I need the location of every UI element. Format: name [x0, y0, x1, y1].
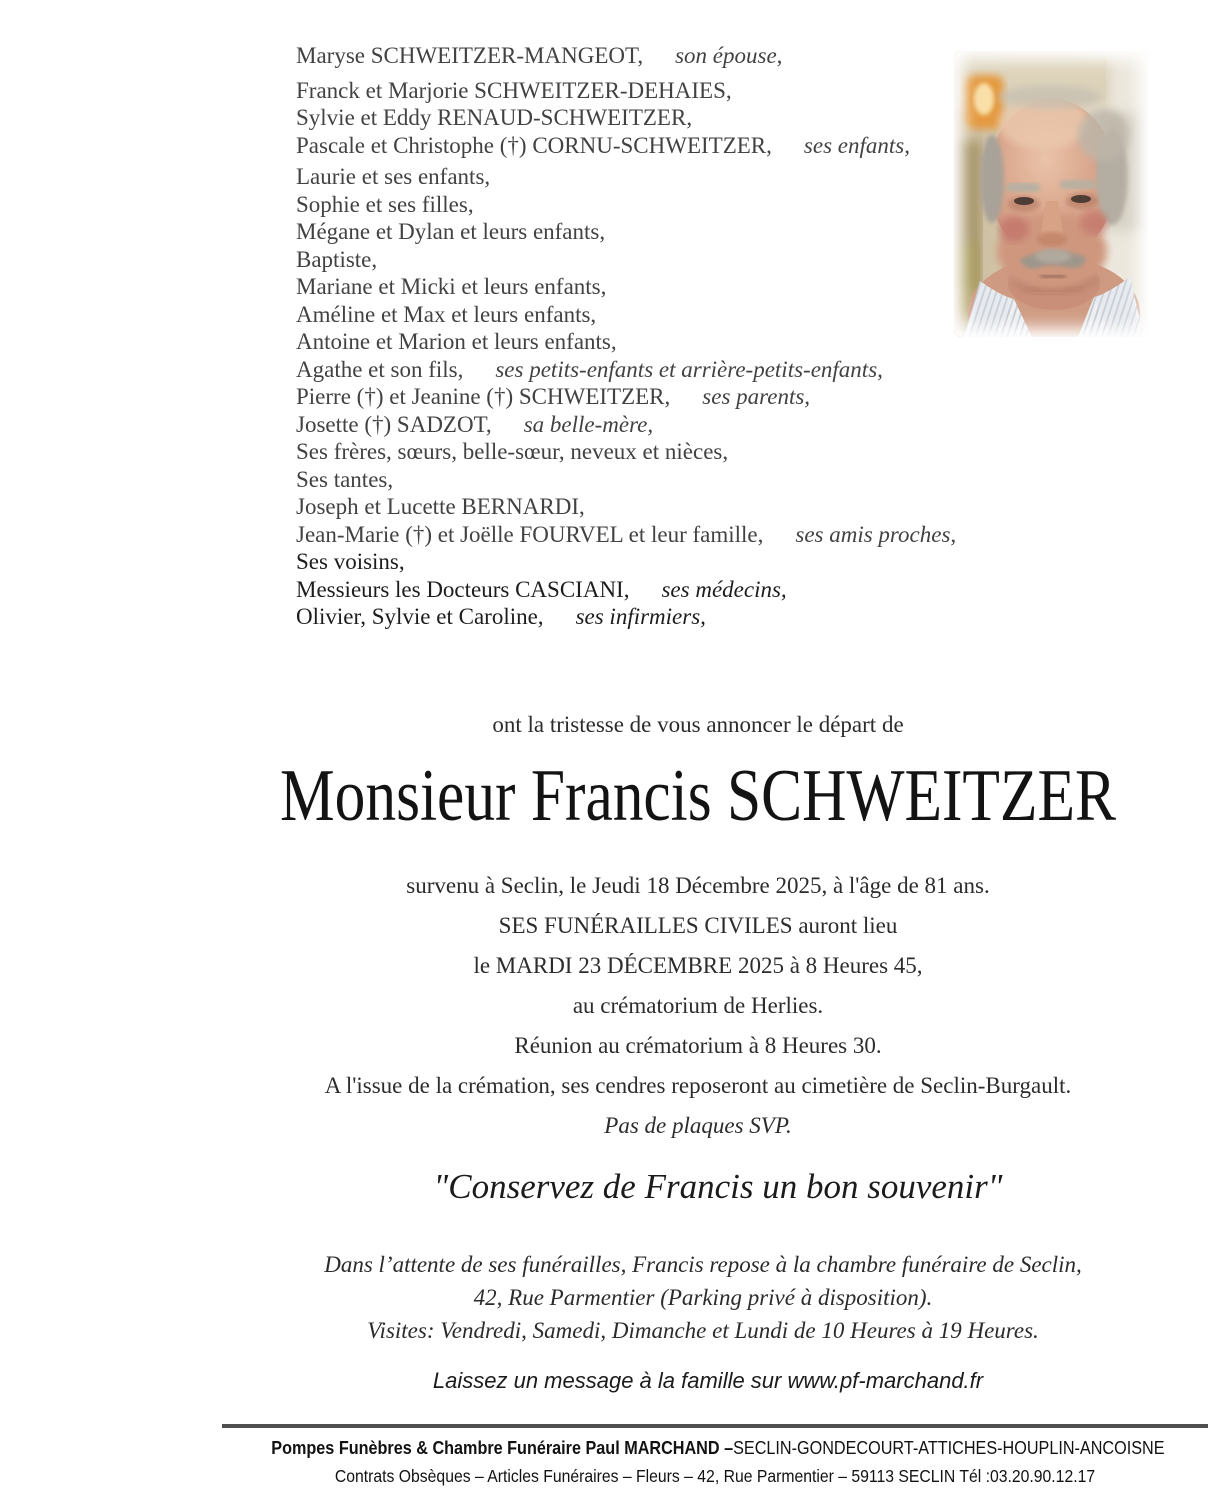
relation-label: ses amis proches, [795, 521, 957, 547]
relation-label: ses parents, [702, 384, 811, 409]
relation-label: son épouse, [675, 43, 783, 68]
family-names: Pascale et Christophe (†) CORNU-SCHWEITZER, [296, 132, 772, 158]
memorial-quote: "Conservez de Francis un bon souvenir" [433, 1167, 1003, 1206]
announcement-section [190, 0, 1206, 1509]
funeral-date-line: le MARDI 23 DÉCEMBRE 2025 à 8 Heures 45, [473, 953, 923, 978]
family-names: Baptiste, [296, 246, 378, 272]
family-names: Améline et Max et leurs enfants, [296, 301, 597, 327]
footer-company-cities: SECLIN-GONDECOURT-ATTICHES-HOUPLIN-ANCOISNE [733, 1438, 1165, 1458]
relation-label: sa belle-mère, [523, 411, 654, 437]
online-message-line: Laissez un message à la famille sur www.pf-marchand.fr [432, 1368, 984, 1393]
relation-label: ses médecins, [661, 576, 787, 602]
announcement-intro: ont la tristesse de vous annoncer le départ de [492, 712, 904, 737]
family-names: Ses frères, sœurs, belle-sœur, neveux et nièces, [296, 439, 729, 464]
funeral-chamber-info [200, 1248, 1206, 1347]
family-names: Sylvie et Eddy RENAUD-SCHWEITZER, [296, 105, 693, 130]
family-names: Jean-Marie (†) et Joëlle FOURVEL et leur famille, [296, 521, 764, 547]
family-names: Pierre (†) et Jeanine (†) SCHWEITZER, [296, 384, 671, 409]
family-names: Olivier, Sylvie et Caroline, [296, 604, 544, 629]
relation-label: ses enfants, [803, 132, 910, 158]
footer-services-line: Contrats Obsèques – Articles Funéraires – Fleurs – 42, Rue Parmentier – 59113 SECLIN Tél :03.20.90.12.17 [334, 1466, 1096, 1486]
family-names: Franck et Marjorie SCHWEITZER-DEHAIES, [296, 77, 732, 103]
funeral-place-line: au crématorium de Herlies. [572, 993, 824, 1018]
family-names: Agathe et son fils, [296, 356, 464, 382]
family-names: Josette (†) SADZOT, [296, 411, 492, 437]
meeting-line: Réunion au crématorium à 8 Heures 30. [514, 1033, 882, 1058]
family-names: Ses tantes, [296, 466, 394, 492]
family-names: Messieurs les Docteurs CASCIANI, [296, 576, 630, 602]
deceased-name: Monsieur Francis SCHWEITZER [280, 755, 1116, 837]
funeral-type-line: SES FUNÉRAILLES CIVILES auront lieu [498, 913, 898, 938]
family-names: Joseph et Lucette BERNARDI, [296, 494, 585, 519]
chamber-line: Dans l’attente de ses funérailles, Francis repose à la chambre funéraire de Seclin, [324, 1252, 1082, 1277]
family-names: Antoine et Marion et leurs enfants, [296, 329, 617, 354]
family-names: Laurie et ses enfants, [296, 164, 491, 189]
chamber-address-line: 42, Rue Parmentier (Parking privé à disposition). [473, 1285, 933, 1310]
funeral-home-footer [222, 1424, 1208, 1487]
relation-label: ses infirmiers, [575, 604, 706, 629]
no-plaques-note: Pas de plaques SVP. [604, 1113, 792, 1138]
footer-company-name: Pompes Funèbres & Chambre Funéraire Paul MARCHAND – [271, 1438, 734, 1458]
family-names: Mégane et Dylan et leurs enfants, [296, 219, 606, 244]
death-details-line: survenu à Seclin, le Jeudi 18 Décembre 2025, à l'âge de 81 ans. [406, 873, 990, 898]
footer-divider [222, 1424, 1208, 1428]
relation-label: ses petits-enfants et arrière-petits-enfants, [495, 356, 883, 382]
visit-hours-line: Visites: Vendredi, Samedi, Dimanche et Lundi de 10 Heures à 19 Heures. [367, 1318, 1039, 1343]
family-names: Ses voisins, [296, 549, 405, 574]
family-names: Mariane et Micki et leurs enfants, [296, 274, 607, 299]
family-names: Maryse SCHWEITZER-MANGEOT, [296, 43, 644, 68]
footer-company-line [271, 1438, 1165, 1459]
ceremony-details [190, 866, 1206, 1146]
family-names: Sophie et ses filles, [296, 191, 474, 217]
ashes-line: A l'issue de la crémation, ses cendres reposeront au cimetière de Seclin-Burgault. [324, 1073, 1072, 1098]
